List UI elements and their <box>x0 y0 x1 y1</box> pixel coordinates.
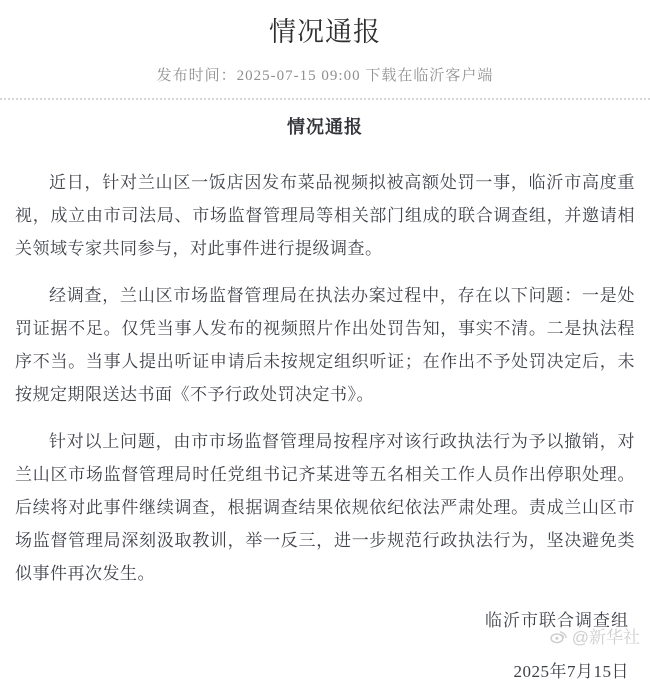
page-title: 情况通报 <box>269 17 381 47</box>
article-paragraph: 经调查，兰山区市场监督管理局在执法办案过程中，存在以下问题：一是处罚证据不足。仅凭当事人发布的视频照片作出处罚告知，事实不清。二是执法程序不当。当事人提出听证申请后未按规定组织听证；在作出不予处罚决定后，未按规定期限送达书面《不予行政处罚决定书》。 <box>15 286 635 404</box>
dotted-separator <box>0 98 650 100</box>
report-date: 2025年7月15日 <box>513 662 629 681</box>
report-header <box>0 0 650 100</box>
publish-meta: 发布时间：2025-07-15 09:00 下载在临沂客户端 <box>156 68 494 84</box>
article-heading: 情况通报 <box>287 117 363 137</box>
weibo-watermark <box>549 623 640 648</box>
watermark-label: @新华社 <box>571 628 640 647</box>
signature-block <box>15 604 635 688</box>
weibo-icon <box>549 626 568 645</box>
article-paragraph: 近日，针对兰山区一饭店因发布菜品视频拟被高额处罚一事，临沂市高度重视，成立由市司法局、市场监督管理局等相关部门组成的联合调查组，并邀请相关领域专家共同参与，对此事件进行提级调查。 <box>15 173 635 258</box>
article-paragraph: 针对以上问题，由市市场监督管理局按程序对该行政执法行为予以撤销，对兰山区市场监督管理局时任党组书记齐某进等五名相关工作人员作出停职处理。后续将对此事件继续调查，根据调查结果依规依纪依法严肃处理。责成兰山区市场监督管理局深刻汲取教训，举一反三，进一步规范行政执法行为，坚决避免类似事件再次发生。 <box>15 432 635 583</box>
issuer-signature: 临沂市联合调查组 <box>485 611 629 630</box>
notice-article <box>0 114 650 688</box>
